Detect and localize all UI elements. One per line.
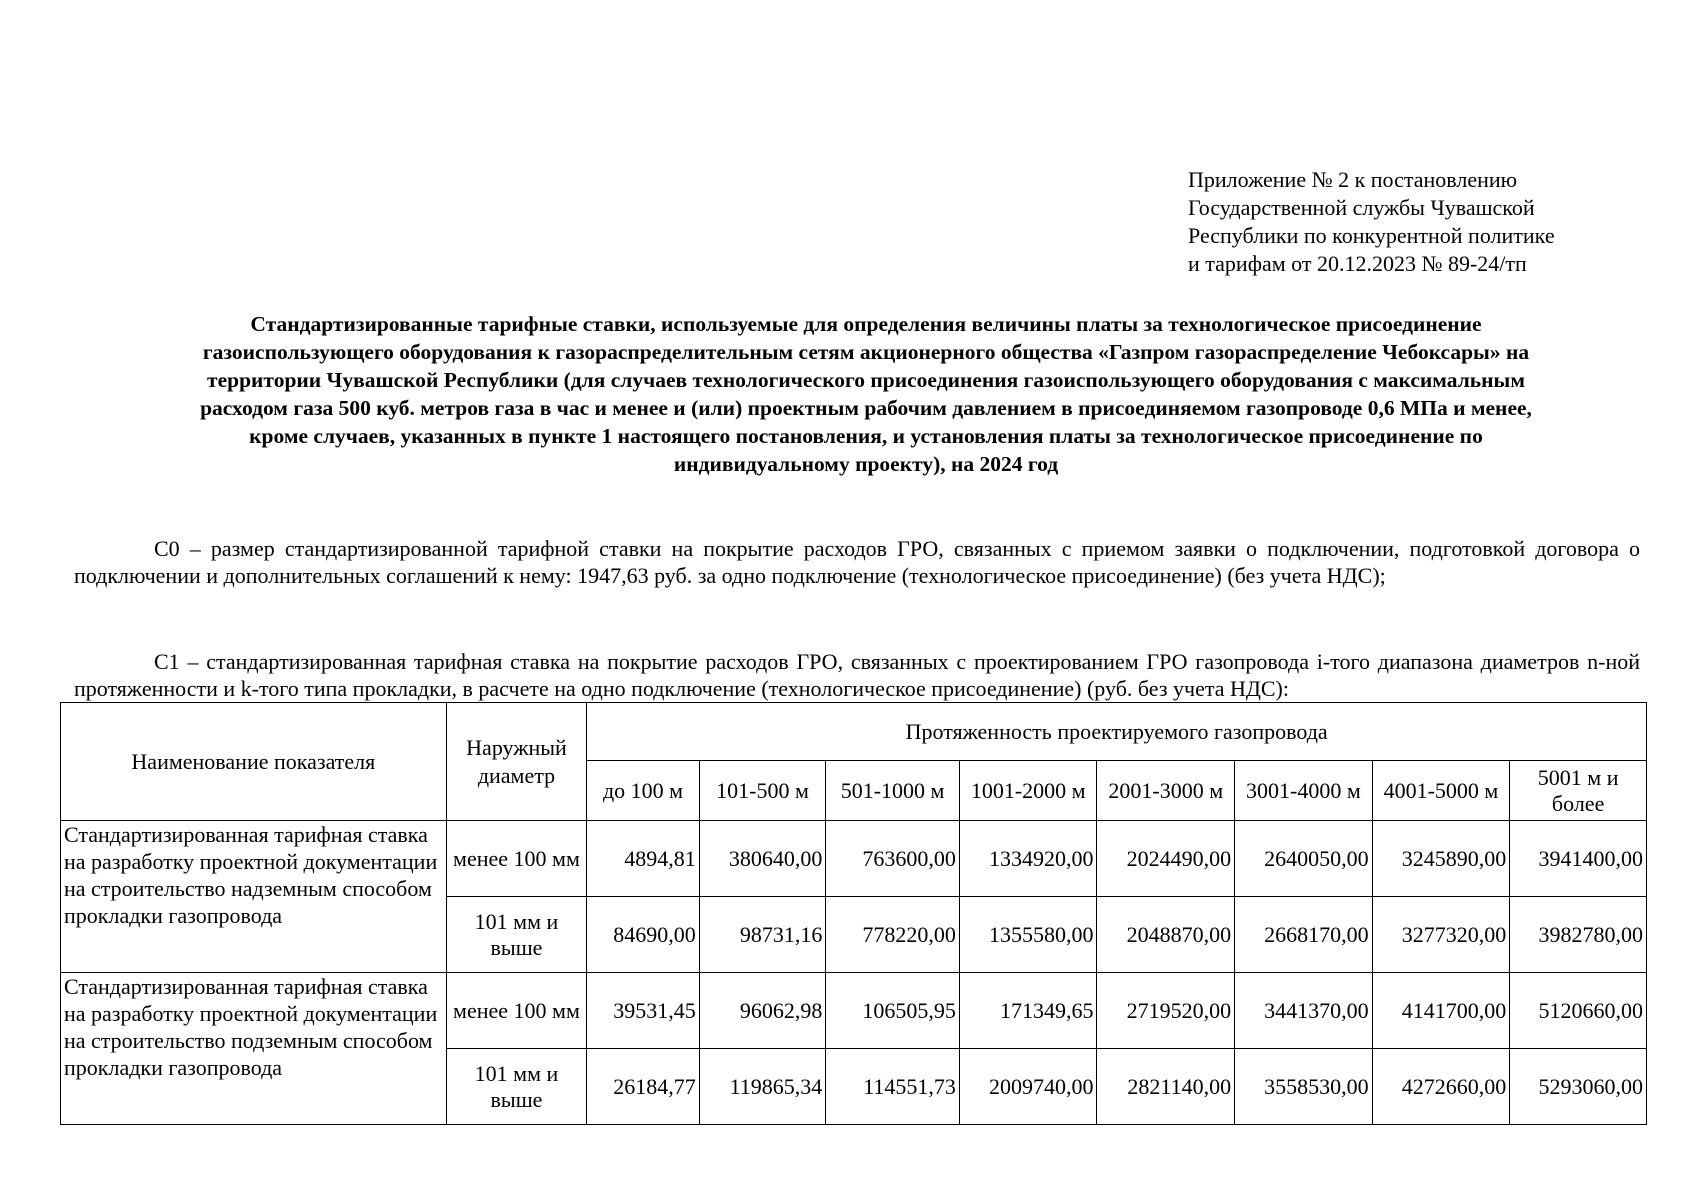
table-row [61, 973, 1647, 1049]
value-cell: 106505,95 [826, 973, 960, 1049]
paragraph-c0-text: С0 – размер стандартизированной тарифной ставки на покрытие расходов ГРО, связанных с приемом заявки о подключении, подготовкой договора о подключении и дополнительных соглашений к нему: 1947,63 руб. за одно подключение (технологическое присоединение) (без учета НДС); [74, 536, 1640, 588]
row-group-name: Стандартизированная тарифная ставка на разработку проектной документации на строительство надземным способом прокладки газопровода [61, 821, 447, 973]
value-cell: 2640050,00 [1235, 821, 1373, 897]
title-line: территории Чувашской Республики (для случаев технологического присоединения газоиспользующего оборудования с максимальным [207, 368, 1525, 392]
title-line: индивидуальному проекту), на 2024 год [673, 452, 1059, 476]
header-length-range: 2001-3000 м [1097, 761, 1235, 821]
value-cell: 2719520,00 [1097, 973, 1235, 1049]
diameter-cell: менее 100 мм [446, 821, 587, 897]
approval-line: Республики по конкурентной политике [1188, 223, 1555, 248]
table-row [61, 821, 1647, 897]
value-cell: 5293060,00 [1510, 1049, 1647, 1125]
value-cell: 1334920,00 [959, 821, 1097, 897]
title-line: кроме случаев, указанных в пункте 1 настоящего постановления, и установления платы за технологическое присоединение по [249, 424, 1483, 448]
value-cell: 26184,77 [587, 1049, 699, 1125]
diameter-cell: 101 мм и выше [446, 897, 587, 973]
diameter-cell: менее 100 мм [446, 973, 587, 1049]
value-cell: 4141700,00 [1372, 973, 1510, 1049]
diameter-cell: 101 мм и выше [446, 1049, 587, 1125]
header-diameter: Наружный диаметр [446, 703, 587, 821]
header-length-range: 4001-5000 м [1372, 761, 1510, 821]
value-cell: 2024490,00 [1097, 821, 1235, 897]
header-length-range: до 100 м [587, 761, 699, 821]
value-cell: 3941400,00 [1510, 821, 1647, 897]
value-cell: 763600,00 [826, 821, 960, 897]
title-line: расходом газа 500 куб. метров газа в час и менее и (или) проектным рабочим давлением в присоединяемом газопроводе 0,6 МПа и менее, [200, 396, 1532, 420]
title-line: Стандартизированные тарифные ставки, используемые для определения величины платы за технологическое присоединение [250, 312, 1482, 336]
paragraph-c1-text: С1 – стандартизированная тарифная ставка на покрытие расходов ГРО, связанных с проектированием ГРО газопровода i-того диапазона диаметров n-ной протяженности и k-того типа прокладки, в расчете на одно подключение (технологическое присоединение) (руб. без учета НДС): [74, 649, 1640, 701]
value-cell: 4272660,00 [1372, 1049, 1510, 1125]
value-cell: 2009740,00 [959, 1049, 1097, 1125]
document-title [86, 310, 1646, 478]
tariff-table [60, 702, 1647, 1125]
value-cell: 39531,45 [587, 973, 699, 1049]
value-cell: 3982780,00 [1510, 897, 1647, 973]
value-cell: 2821140,00 [1097, 1049, 1235, 1125]
value-cell: 171349,65 [959, 973, 1097, 1049]
approval-stamp [1188, 166, 1628, 278]
header-length-range: 101-500 м [699, 761, 826, 821]
value-cell: 119865,34 [699, 1049, 826, 1125]
value-cell: 98731,16 [699, 897, 826, 973]
value-cell: 5120660,00 [1510, 973, 1647, 1049]
value-cell: 114551,73 [826, 1049, 960, 1125]
paragraph-c1 [74, 648, 1640, 702]
header-length-range: 501-1000 м [826, 761, 960, 821]
value-cell: 3245890,00 [1372, 821, 1510, 897]
value-cell: 3558530,00 [1235, 1049, 1373, 1125]
approval-line: и тарифам от 20.12.2023 № 89-24/тп [1188, 251, 1527, 276]
value-cell: 2668170,00 [1235, 897, 1373, 973]
header-length-range: 5001 м и более [1510, 761, 1647, 821]
approval-line: Приложение № 2 к постановлению [1188, 167, 1518, 192]
header-length-range: 3001-4000 м [1235, 761, 1373, 821]
title-line: газоиспользующего оборудования к газораспределительным сетям акционерного общества «Газпром газораспределение Чебоксары» на [202, 340, 1530, 364]
value-cell: 3277320,00 [1372, 897, 1510, 973]
value-cell: 3441370,00 [1235, 973, 1373, 1049]
header-length-group: Протяженность проектируемого газопровода [587, 703, 1647, 761]
header-name: Наименование показателя [61, 703, 447, 821]
paragraph-c0 [74, 535, 1640, 589]
value-cell: 778220,00 [826, 897, 960, 973]
value-cell: 96062,98 [699, 973, 826, 1049]
value-cell: 4894,81 [587, 821, 699, 897]
approval-line: Государственной службы Чувашской [1188, 195, 1535, 220]
value-cell: 84690,00 [587, 897, 699, 973]
header-length-range: 1001-2000 м [959, 761, 1097, 821]
value-cell: 380640,00 [699, 821, 826, 897]
row-group-name: Стандартизированная тарифная ставка на разработку проектной документации на строительство подземным способом прокладки газопровода [61, 973, 447, 1125]
value-cell: 1355580,00 [959, 897, 1097, 973]
value-cell: 2048870,00 [1097, 897, 1235, 973]
